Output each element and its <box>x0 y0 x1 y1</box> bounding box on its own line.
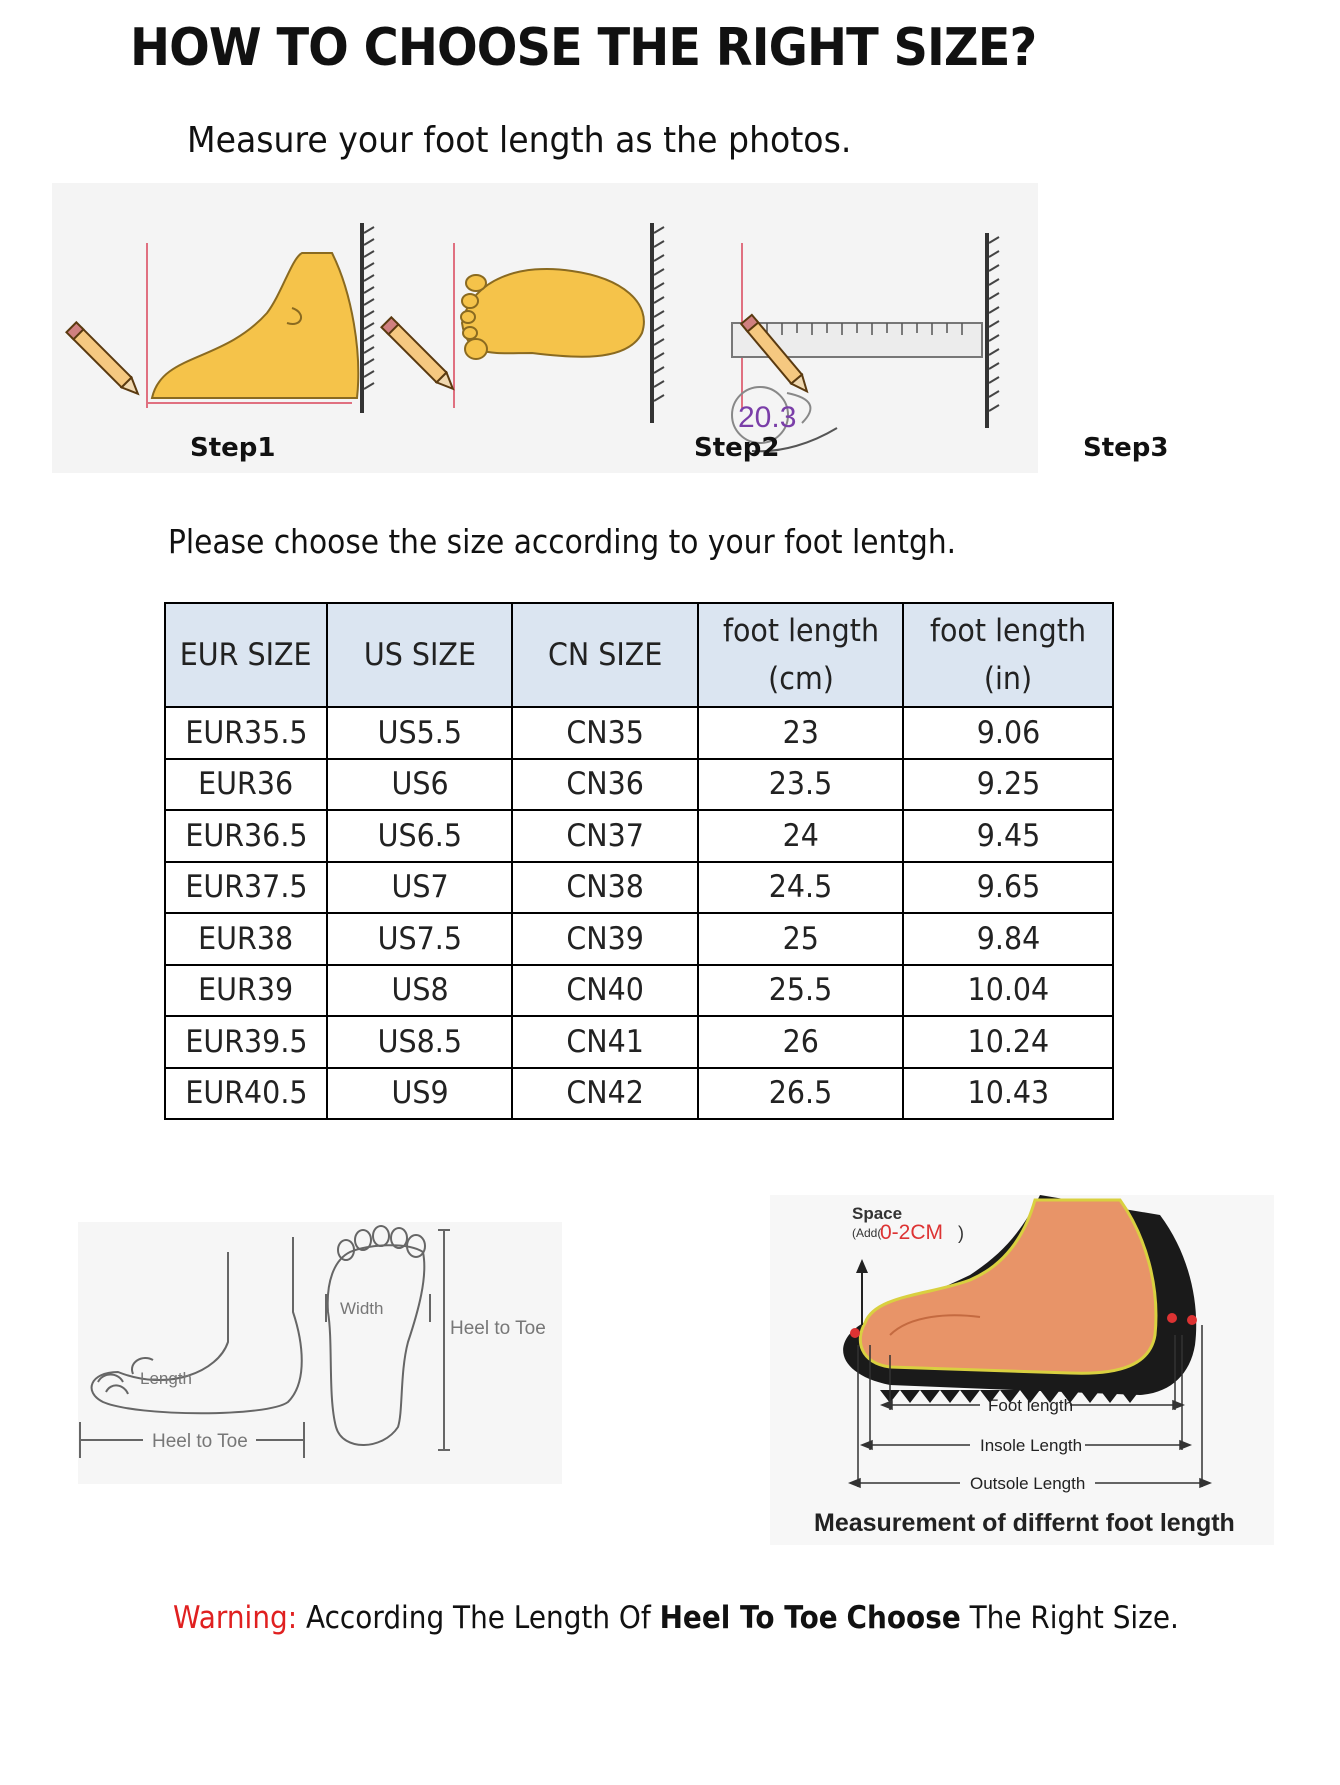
insole-length-label: Insole Length <box>980 1436 1083 1455</box>
table-row <box>165 810 1113 862</box>
space-label: Space <box>852 1204 903 1223</box>
step1-foot-side-icon <box>66 223 374 413</box>
eur-cell: EUR39.5 <box>165 1016 327 1068</box>
header-us-size: US SIZE <box>327 603 513 707</box>
measure-value: 20.3 <box>738 401 797 434</box>
eur-cell: EUR39 <box>165 965 327 1017</box>
measurement-caption: Measurement of differnt foot length <box>814 1509 1235 1537</box>
cm-cell: 24 <box>698 810 904 862</box>
eur-cell: EUR38 <box>165 913 327 965</box>
us-cell: US5.5 <box>327 707 513 759</box>
eur-cell: EUR36 <box>165 759 327 811</box>
heel-to-toe-vertical-label: Heel to Toe <box>450 1318 546 1339</box>
cn-cell: CN41 <box>512 1016 698 1068</box>
cm-cell: 25 <box>698 913 904 965</box>
us-cell: US8 <box>327 965 513 1017</box>
page-title: HOW TO CHOOSE THE RIGHT SIZE? <box>130 18 1037 78</box>
size-chart-table <box>164 602 1114 1120</box>
table-row <box>165 1016 1113 1068</box>
header-foot-length-cm: foot length (cm) <box>698 603 904 707</box>
foot-outline-svg <box>78 1222 562 1484</box>
warning-label: Warning: <box>173 1600 298 1636</box>
cn-cell: CN37 <box>512 810 698 862</box>
eur-cell: EUR40.5 <box>165 1068 327 1120</box>
step1-label: Step1 <box>190 433 276 463</box>
in-cell: 10.04 <box>903 965 1113 1017</box>
cm-cell: 23 <box>698 707 904 759</box>
step2-label: Step2 <box>694 433 780 463</box>
table-row <box>165 759 1113 811</box>
step3-label: Step3 <box>1083 433 1169 463</box>
cn-cell: CN39 <box>512 913 698 965</box>
shoe-measurement-diagram <box>770 1195 1274 1545</box>
cn-cell: CN35 <box>512 707 698 759</box>
length-label: Length <box>140 1369 192 1388</box>
eur-cell: EUR37.5 <box>165 862 327 914</box>
add-close: ) <box>958 1223 964 1243</box>
foot-length-label: Foot length <box>988 1396 1074 1415</box>
outsole-length-label: Outsole Length <box>970 1474 1086 1493</box>
table-header-row <box>165 603 1113 707</box>
warning-bold-1: Heel To Toe <box>659 1600 838 1636</box>
table-row <box>165 913 1113 965</box>
foot-outline-diagram <box>78 1222 562 1484</box>
size-instruction: Please choose the size according to your foot lentgh. <box>168 522 957 561</box>
in-cell: 9.06 <box>903 707 1113 759</box>
warning-text-2: The Right Size. <box>969 1600 1179 1636</box>
steps-illustration-svg <box>52 183 1038 473</box>
cm-cell: 26.5 <box>698 1068 904 1120</box>
eur-cell: EUR36.5 <box>165 810 327 862</box>
cm-cell: 26 <box>698 1016 904 1068</box>
in-cell: 10.43 <box>903 1068 1113 1120</box>
top-foot-outline-icon <box>326 1226 450 1450</box>
in-cell: 9.84 <box>903 913 1113 965</box>
eur-cell: EUR35.5 <box>165 707 327 759</box>
cn-cell: CN42 <box>512 1068 698 1120</box>
us-cell: US6 <box>327 759 513 811</box>
in-cell: 10.24 <box>903 1016 1113 1068</box>
cm-cell: 23.5 <box>698 759 904 811</box>
warning-bold-2: Choose <box>846 1600 961 1636</box>
us-cell: US9 <box>327 1068 513 1120</box>
step3-ruler-icon <box>732 233 999 451</box>
us-cell: US7 <box>327 862 513 914</box>
us-cell: US7.5 <box>327 913 513 965</box>
cn-cell: CN40 <box>512 965 698 1017</box>
warning-text-1: According The Length Of <box>305 1600 651 1636</box>
cn-cell: CN36 <box>512 759 698 811</box>
warning-note <box>173 1600 1179 1636</box>
in-cell: 9.65 <box>903 862 1113 914</box>
table-row <box>165 1068 1113 1120</box>
side-foot-outline-icon <box>80 1237 304 1458</box>
table-row <box>165 965 1113 1017</box>
measure-steps-illustration <box>52 183 1038 473</box>
table-row <box>165 707 1113 759</box>
in-cell: 9.25 <box>903 759 1113 811</box>
header-foot-length-in: foot length (in) <box>903 603 1113 707</box>
add-label: (Add( <box>852 1226 882 1240</box>
step2-foot-top-icon <box>381 223 664 423</box>
heel-to-toe-label: Heel to Toe <box>152 1431 248 1452</box>
shoe-measurement-svg <box>770 1195 1274 1545</box>
page-subtitle: Measure your foot length as the photos. <box>187 120 852 161</box>
cm-cell: 24.5 <box>698 862 904 914</box>
width-label: Width <box>340 1299 384 1318</box>
table-row <box>165 862 1113 914</box>
cm-cell: 25.5 <box>698 965 904 1017</box>
cn-cell: CN38 <box>512 862 698 914</box>
us-cell: US6.5 <box>327 810 513 862</box>
us-cell: US8.5 <box>327 1016 513 1068</box>
header-cn-size: CN SIZE <box>512 603 698 707</box>
in-cell: 9.45 <box>903 810 1113 862</box>
header-eur-size: EUR SIZE <box>165 603 327 707</box>
add-value: 0-2CM <box>880 1221 944 1244</box>
